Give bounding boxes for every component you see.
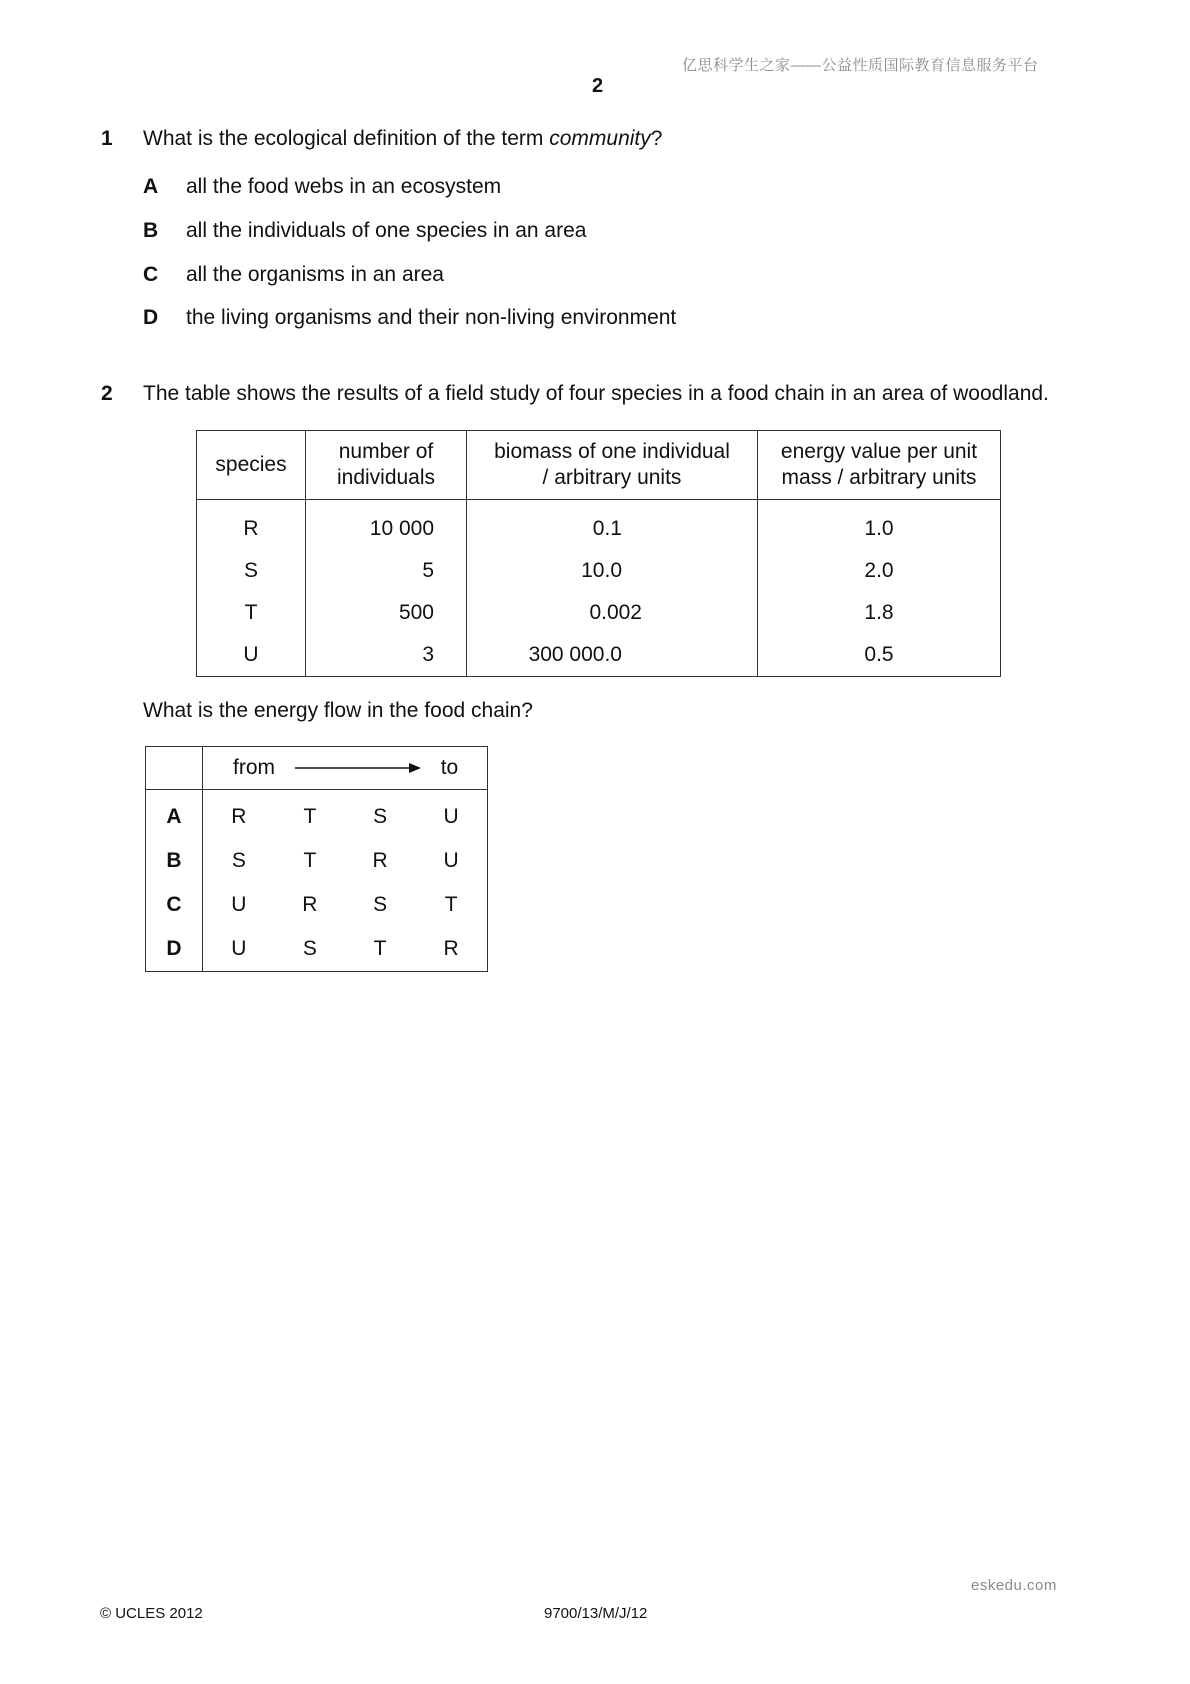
cell-biomass-value: 0.002 bbox=[589, 601, 642, 624]
cell-species: S bbox=[197, 550, 306, 592]
field-study-table bbox=[196, 430, 1001, 677]
cell-species: T bbox=[197, 592, 306, 634]
q1-option-d-text: the living organisms and their non-living environment bbox=[186, 306, 677, 329]
q1-option-b-letter: B bbox=[143, 219, 159, 242]
answers-header-blank bbox=[146, 747, 203, 790]
arrow-right-icon bbox=[293, 761, 423, 775]
cell-biomass bbox=[467, 592, 758, 634]
cell-biomass-value: 10.0 bbox=[581, 559, 622, 582]
chain-cell: R bbox=[302, 893, 318, 916]
cell-number: 5 bbox=[306, 550, 467, 592]
header-number-line2: individuals bbox=[336, 466, 436, 489]
answer-row bbox=[146, 839, 488, 883]
cell-biomass bbox=[467, 500, 758, 551]
paper-code: 9700/13/M/J/12 bbox=[544, 1605, 648, 1622]
chain-cell: T bbox=[303, 805, 317, 828]
cell-species: U bbox=[197, 634, 306, 677]
chain-cell: R bbox=[443, 937, 459, 960]
header-number-line1: number of bbox=[338, 440, 434, 463]
question-2-number: 2 bbox=[101, 382, 113, 405]
q1-option-c-letter: C bbox=[143, 263, 159, 286]
footer-watermark: eskedu.com bbox=[971, 1577, 1057, 1594]
chain-cell: R bbox=[231, 805, 247, 828]
answer-letter: B bbox=[146, 839, 203, 883]
header-energy-line1: energy value per unit bbox=[780, 440, 978, 463]
header-number bbox=[306, 431, 467, 500]
cell-biomass-value: 0.1 bbox=[592, 517, 622, 540]
header-biomass-line1: biomass of one individual bbox=[494, 440, 730, 463]
q1-option-a-text: all the food webs in an ecosystem bbox=[186, 175, 502, 198]
chain-cell: S bbox=[373, 893, 388, 916]
question-1-term: community bbox=[549, 127, 651, 150]
table-row bbox=[197, 634, 1001, 677]
cell-species: R bbox=[197, 500, 306, 551]
question-1-text-start: What is the ecological definition of the term bbox=[143, 127, 550, 150]
question-1-text-end: ? bbox=[650, 127, 663, 150]
cell-number: 3 bbox=[306, 634, 467, 677]
chain-cell: T bbox=[303, 849, 317, 872]
answers-header-row bbox=[146, 747, 488, 790]
cell-number: 500 bbox=[306, 592, 467, 634]
q1-option-c-text: all the organisms in an area bbox=[186, 263, 444, 286]
chain-cell: S bbox=[373, 805, 388, 828]
answer-letter: D bbox=[146, 927, 203, 972]
page-number: 2 bbox=[592, 75, 604, 97]
cell-energy: 2.0 bbox=[758, 550, 1001, 592]
table-row bbox=[197, 500, 1001, 551]
answer-row bbox=[146, 790, 488, 840]
question-1-number: 1 bbox=[101, 127, 113, 150]
q1-option-d-letter: D bbox=[143, 306, 159, 329]
header-energy bbox=[758, 431, 1001, 500]
answer-row bbox=[146, 883, 488, 927]
answers-header-flow bbox=[203, 747, 488, 790]
question-1-text bbox=[143, 127, 662, 151]
cell-energy: 1.8 bbox=[758, 592, 1001, 634]
header-watermark: 亿思科学生之家——公益性质国际教育信息服务平台 bbox=[682, 57, 1039, 74]
answer-letter: C bbox=[146, 883, 203, 927]
answer-row bbox=[146, 927, 488, 972]
chain-cell: U bbox=[231, 937, 247, 960]
question-2-text: The table shows the results of a field study of four species in a food chain in an area of woodland. bbox=[143, 382, 1049, 405]
table-row bbox=[197, 550, 1001, 592]
chain-cell: T bbox=[373, 937, 387, 960]
chain-cell: U bbox=[443, 805, 459, 828]
header-biomass bbox=[467, 431, 758, 500]
chain-cell: R bbox=[372, 849, 388, 872]
question-2-prompt: What is the energy flow in the food chain? bbox=[143, 699, 533, 722]
from-label: from bbox=[233, 756, 275, 779]
chain-cell: T bbox=[444, 893, 458, 916]
answer-letter: A bbox=[146, 790, 203, 840]
cell-number: 10 000 bbox=[306, 500, 467, 551]
q1-option-a-letter: A bbox=[143, 175, 159, 198]
chain-cell: U bbox=[443, 849, 459, 872]
q1-option-b-text: all the individuals of one species in an area bbox=[186, 219, 587, 242]
chain-cell: S bbox=[302, 937, 317, 960]
cell-energy: 1.0 bbox=[758, 500, 1001, 551]
chain-cell: S bbox=[231, 849, 246, 872]
chain-cell: U bbox=[231, 893, 247, 916]
to-label: to bbox=[440, 756, 459, 779]
header-energy-line2: mass / arbitrary units bbox=[781, 466, 977, 489]
copyright: © UCLES 2012 bbox=[100, 1605, 203, 1622]
header-species: species bbox=[197, 431, 306, 500]
cell-biomass bbox=[467, 634, 758, 677]
table-row bbox=[197, 592, 1001, 634]
cell-energy: 0.5 bbox=[758, 634, 1001, 677]
cell-biomass-value: 300 000.0 bbox=[528, 643, 622, 666]
cell-biomass bbox=[467, 550, 758, 592]
table-header-row bbox=[197, 431, 1001, 500]
energy-flow-answers-table bbox=[145, 746, 488, 972]
header-biomass-line2: / arbitrary units bbox=[542, 466, 682, 489]
